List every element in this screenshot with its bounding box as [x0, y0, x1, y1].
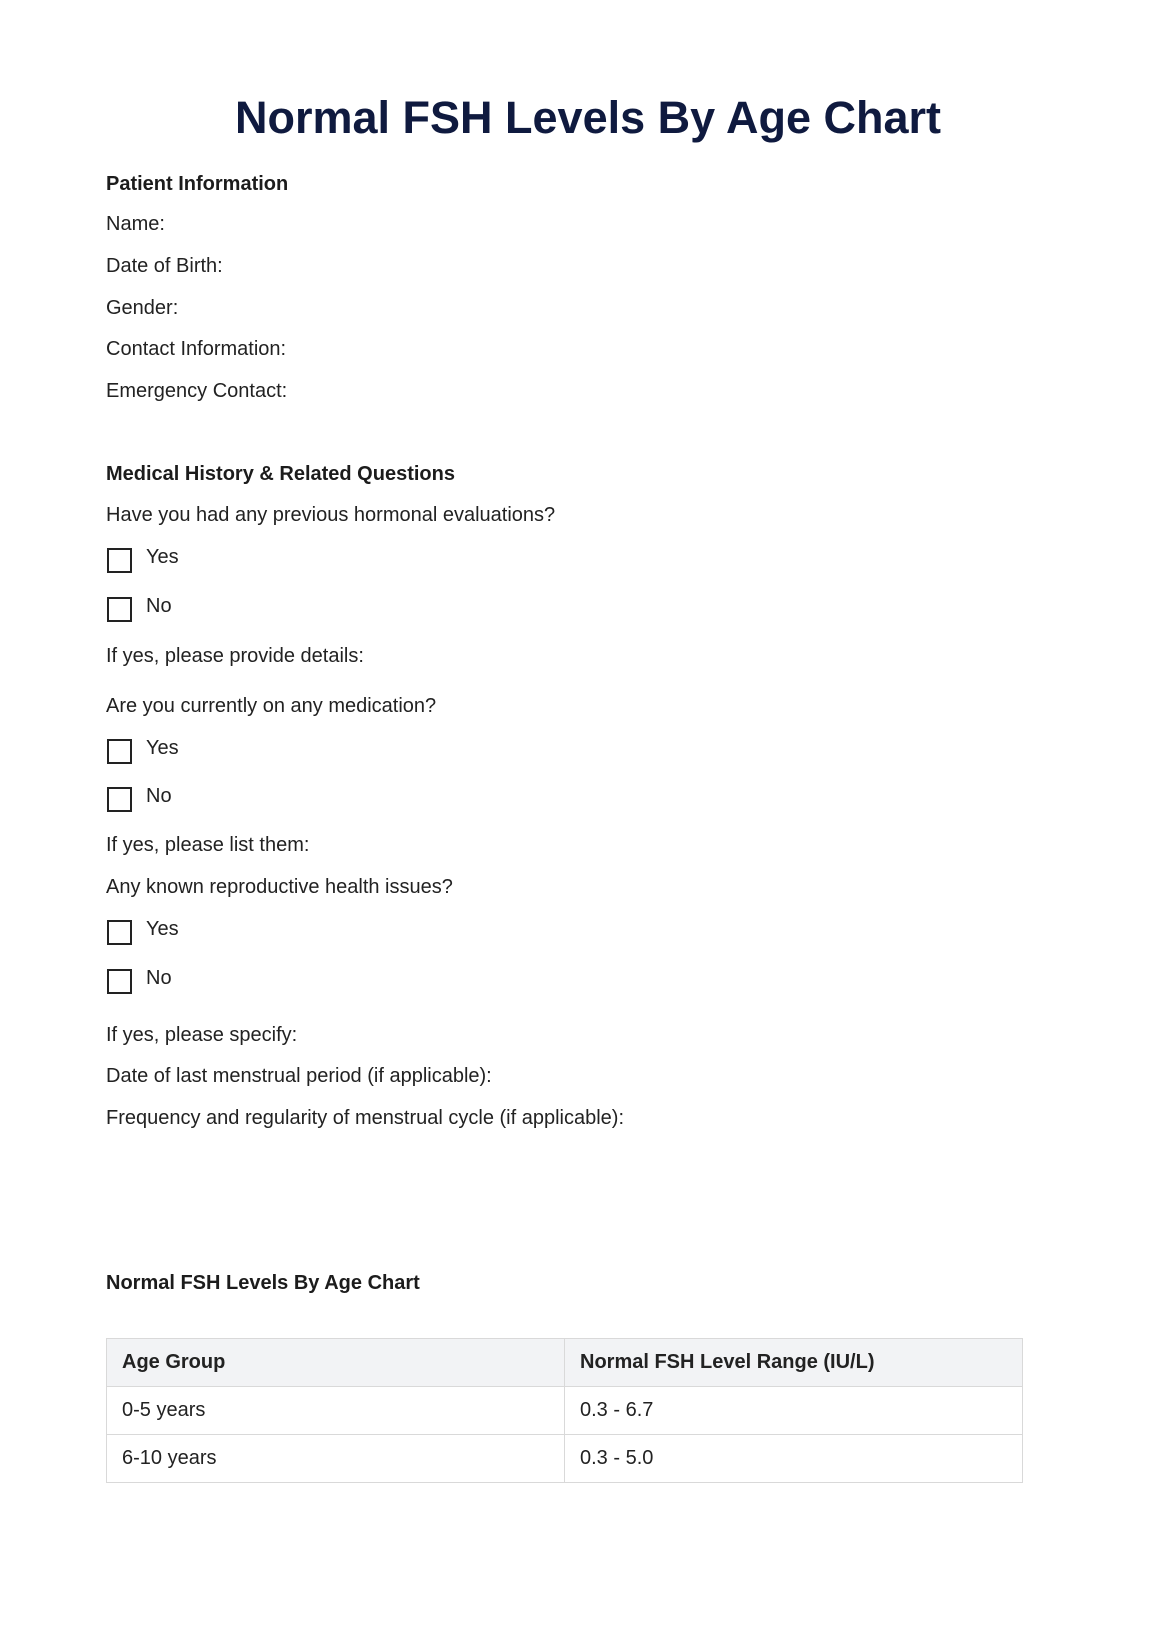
page-title: Normal FSH Levels By Age Chart — [234, 92, 942, 143]
fsh-range-cell: 0.3 - 6.7 — [565, 1387, 1023, 1435]
column-header: Normal FSH Level Range (IU/L) — [565, 1339, 1023, 1387]
checkbox-reproductive-no[interactable] — [107, 969, 132, 994]
name-field: Name: — [106, 213, 165, 235]
emergency-contact-field: Emergency Contact: — [106, 380, 288, 402]
checkbox-reproductive-yes[interactable] — [107, 920, 132, 945]
checkbox-hormonal-yes[interactable] — [107, 548, 132, 573]
medication-list-field: If yes, please list them: — [106, 834, 310, 856]
question-reproductive: Any known reproductive health issues? — [106, 876, 453, 898]
checkbox-label: Yes — [146, 737, 179, 759]
patient-info-heading: Patient Information — [106, 173, 289, 195]
medical-history-heading: Medical History & Related Questions — [106, 463, 455, 485]
lmp-field: Date of last menstrual period (if applicable): — [106, 1065, 492, 1087]
checkbox-medication-no[interactable] — [107, 787, 132, 812]
checkbox-label: No — [146, 785, 172, 807]
table-row — [107, 1435, 1023, 1483]
chart-heading: Normal FSH Levels By Age Chart — [106, 1272, 420, 1294]
checkbox-label: Yes — [146, 918, 179, 940]
question-hormonal: Have you had any previous hormonal evaluations? — [106, 504, 556, 526]
cycle-frequency-field: Frequency and regularity of menstrual cycle (if applicable): — [106, 1107, 625, 1129]
fsh-levels-table — [106, 1338, 1023, 1483]
checkbox-medication-yes[interactable] — [107, 739, 132, 764]
reproductive-specify-field: If yes, please specify: — [106, 1024, 298, 1046]
hormonal-details-field: If yes, please provide details: — [106, 645, 364, 667]
table-row — [107, 1387, 1023, 1435]
age-group-cell: 6-10 years — [107, 1435, 565, 1483]
dob-field: Date of Birth: — [106, 255, 223, 277]
column-header: Age Group — [107, 1339, 565, 1387]
checkbox-hormonal-no[interactable] — [107, 597, 132, 622]
gender-field: Gender: — [106, 297, 179, 319]
contact-field: Contact Information: — [106, 338, 287, 360]
checkbox-label: No — [146, 967, 172, 989]
checkbox-label: Yes — [146, 546, 179, 568]
age-group-cell: 0-5 years — [107, 1387, 565, 1435]
table-header-row — [107, 1339, 1023, 1387]
checkbox-label: No — [146, 595, 172, 617]
question-medication: Are you currently on any medication? — [106, 695, 437, 717]
fsh-range-cell: 0.3 - 5.0 — [565, 1435, 1023, 1483]
